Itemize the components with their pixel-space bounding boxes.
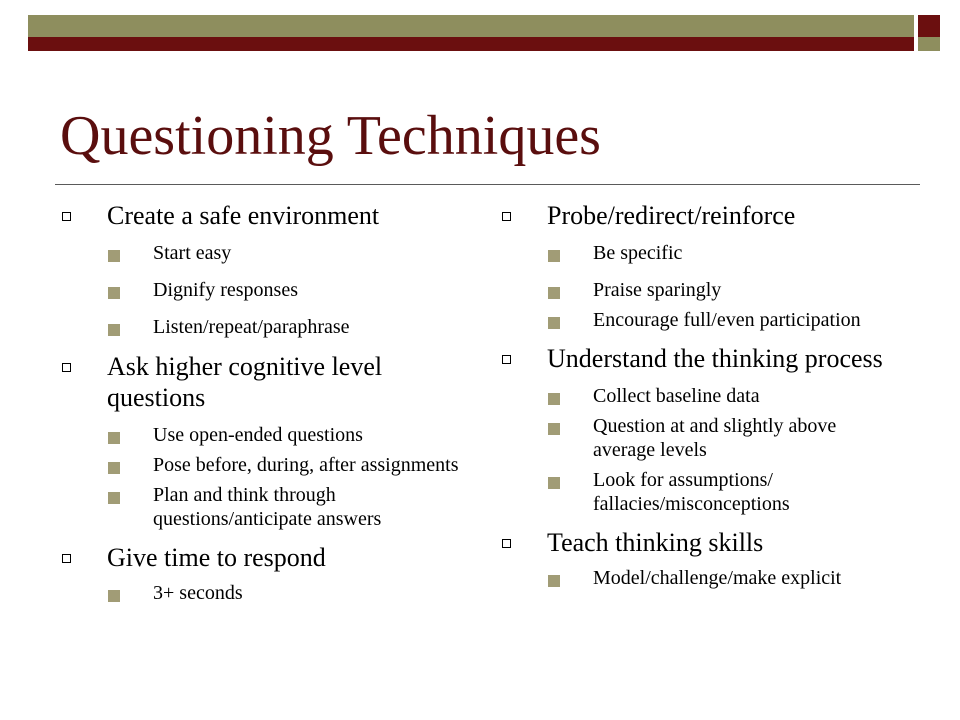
corner-square-maroon [918, 15, 940, 37]
left-column [60, 196, 480, 605]
filled-square-bullet-icon [548, 575, 560, 587]
bullet-text: Ask higher cognitive level questions [107, 352, 383, 412]
sub-bullet-text: Question at and slightly above average levels [593, 415, 837, 461]
filled-square-bullet-icon [108, 462, 120, 474]
right-column [500, 196, 900, 590]
title-divider [55, 184, 920, 185]
square-bullet-icon [502, 212, 511, 221]
sub-bullet-item [60, 581, 480, 605]
square-bullet-icon [62, 554, 71, 563]
bullet-text: Probe/redirect/reinforce [547, 201, 796, 230]
square-bullet-icon [62, 363, 71, 372]
bullet-text: Give time to respond [107, 543, 326, 572]
square-bullet-icon [62, 212, 71, 221]
sub-bullet-text: Plan and think through questions/anticipate answers [153, 484, 382, 530]
sub-bullet-item [500, 308, 900, 332]
filled-square-bullet-icon [548, 287, 560, 299]
filled-square-bullet-icon [548, 423, 560, 435]
bullet-item [60, 200, 480, 231]
filled-square-bullet-icon [108, 590, 120, 602]
bullet-text: Understand the thinking process [547, 344, 883, 373]
sub-bullet-item [500, 468, 900, 516]
sub-bullet-item [60, 241, 480, 265]
sub-bullet-item [500, 241, 900, 265]
sub-bullet-item [500, 414, 900, 462]
slide-title: Questioning Techniques [60, 105, 601, 167]
sub-bullet-item [500, 566, 900, 590]
filled-square-bullet-icon [548, 317, 560, 329]
bullet-item [60, 351, 480, 413]
filled-square-bullet-icon [548, 477, 560, 489]
bullet-item [60, 542, 480, 573]
sub-bullet-item [60, 423, 480, 447]
sub-bullet-text: Collect baseline data [593, 385, 760, 407]
sub-bullet-item [60, 453, 480, 477]
sub-bullet-text: Use open-ended questions [153, 424, 363, 446]
header-band-maroon [28, 37, 914, 51]
corner-square-olive [918, 37, 940, 51]
sub-bullet-text: Pose before, during, after assignments [153, 454, 459, 476]
filled-square-bullet-icon [548, 393, 560, 405]
sub-bullet-text: 3+ seconds [153, 582, 243, 604]
bullet-item [500, 527, 900, 558]
sub-bullet-text: Dignify responses [153, 279, 298, 301]
bullet-item [500, 343, 900, 374]
sub-bullet-item [500, 384, 900, 408]
header-band-olive [28, 15, 914, 37]
square-bullet-icon [502, 355, 511, 364]
sub-bullet-text: Start easy [153, 242, 232, 264]
sub-bullet-item [60, 315, 480, 339]
filled-square-bullet-icon [108, 287, 120, 299]
sub-bullet-item [500, 278, 900, 302]
sub-bullet-text: Be specific [593, 242, 683, 264]
square-bullet-icon [502, 539, 511, 548]
sub-bullet-text: Model/challenge/make explicit [593, 567, 842, 589]
filled-square-bullet-icon [108, 250, 120, 262]
filled-square-bullet-icon [108, 432, 120, 444]
sub-bullet-text: Look for assumptions/ fallacies/misconceptions [593, 469, 790, 515]
filled-square-bullet-icon [108, 324, 120, 336]
sub-bullet-item [60, 483, 480, 531]
sub-bullet-text: Listen/repeat/paraphrase [153, 316, 350, 338]
bullet-item [500, 200, 900, 231]
filled-square-bullet-icon [108, 492, 120, 504]
sub-bullet-item [60, 278, 480, 302]
bullet-text: Create a safe environment [107, 201, 380, 230]
bullet-text: Teach thinking skills [547, 528, 764, 557]
sub-bullet-text: Encourage full/even participation [593, 309, 861, 331]
sub-bullet-text: Praise sparingly [593, 279, 722, 301]
filled-square-bullet-icon [548, 250, 560, 262]
